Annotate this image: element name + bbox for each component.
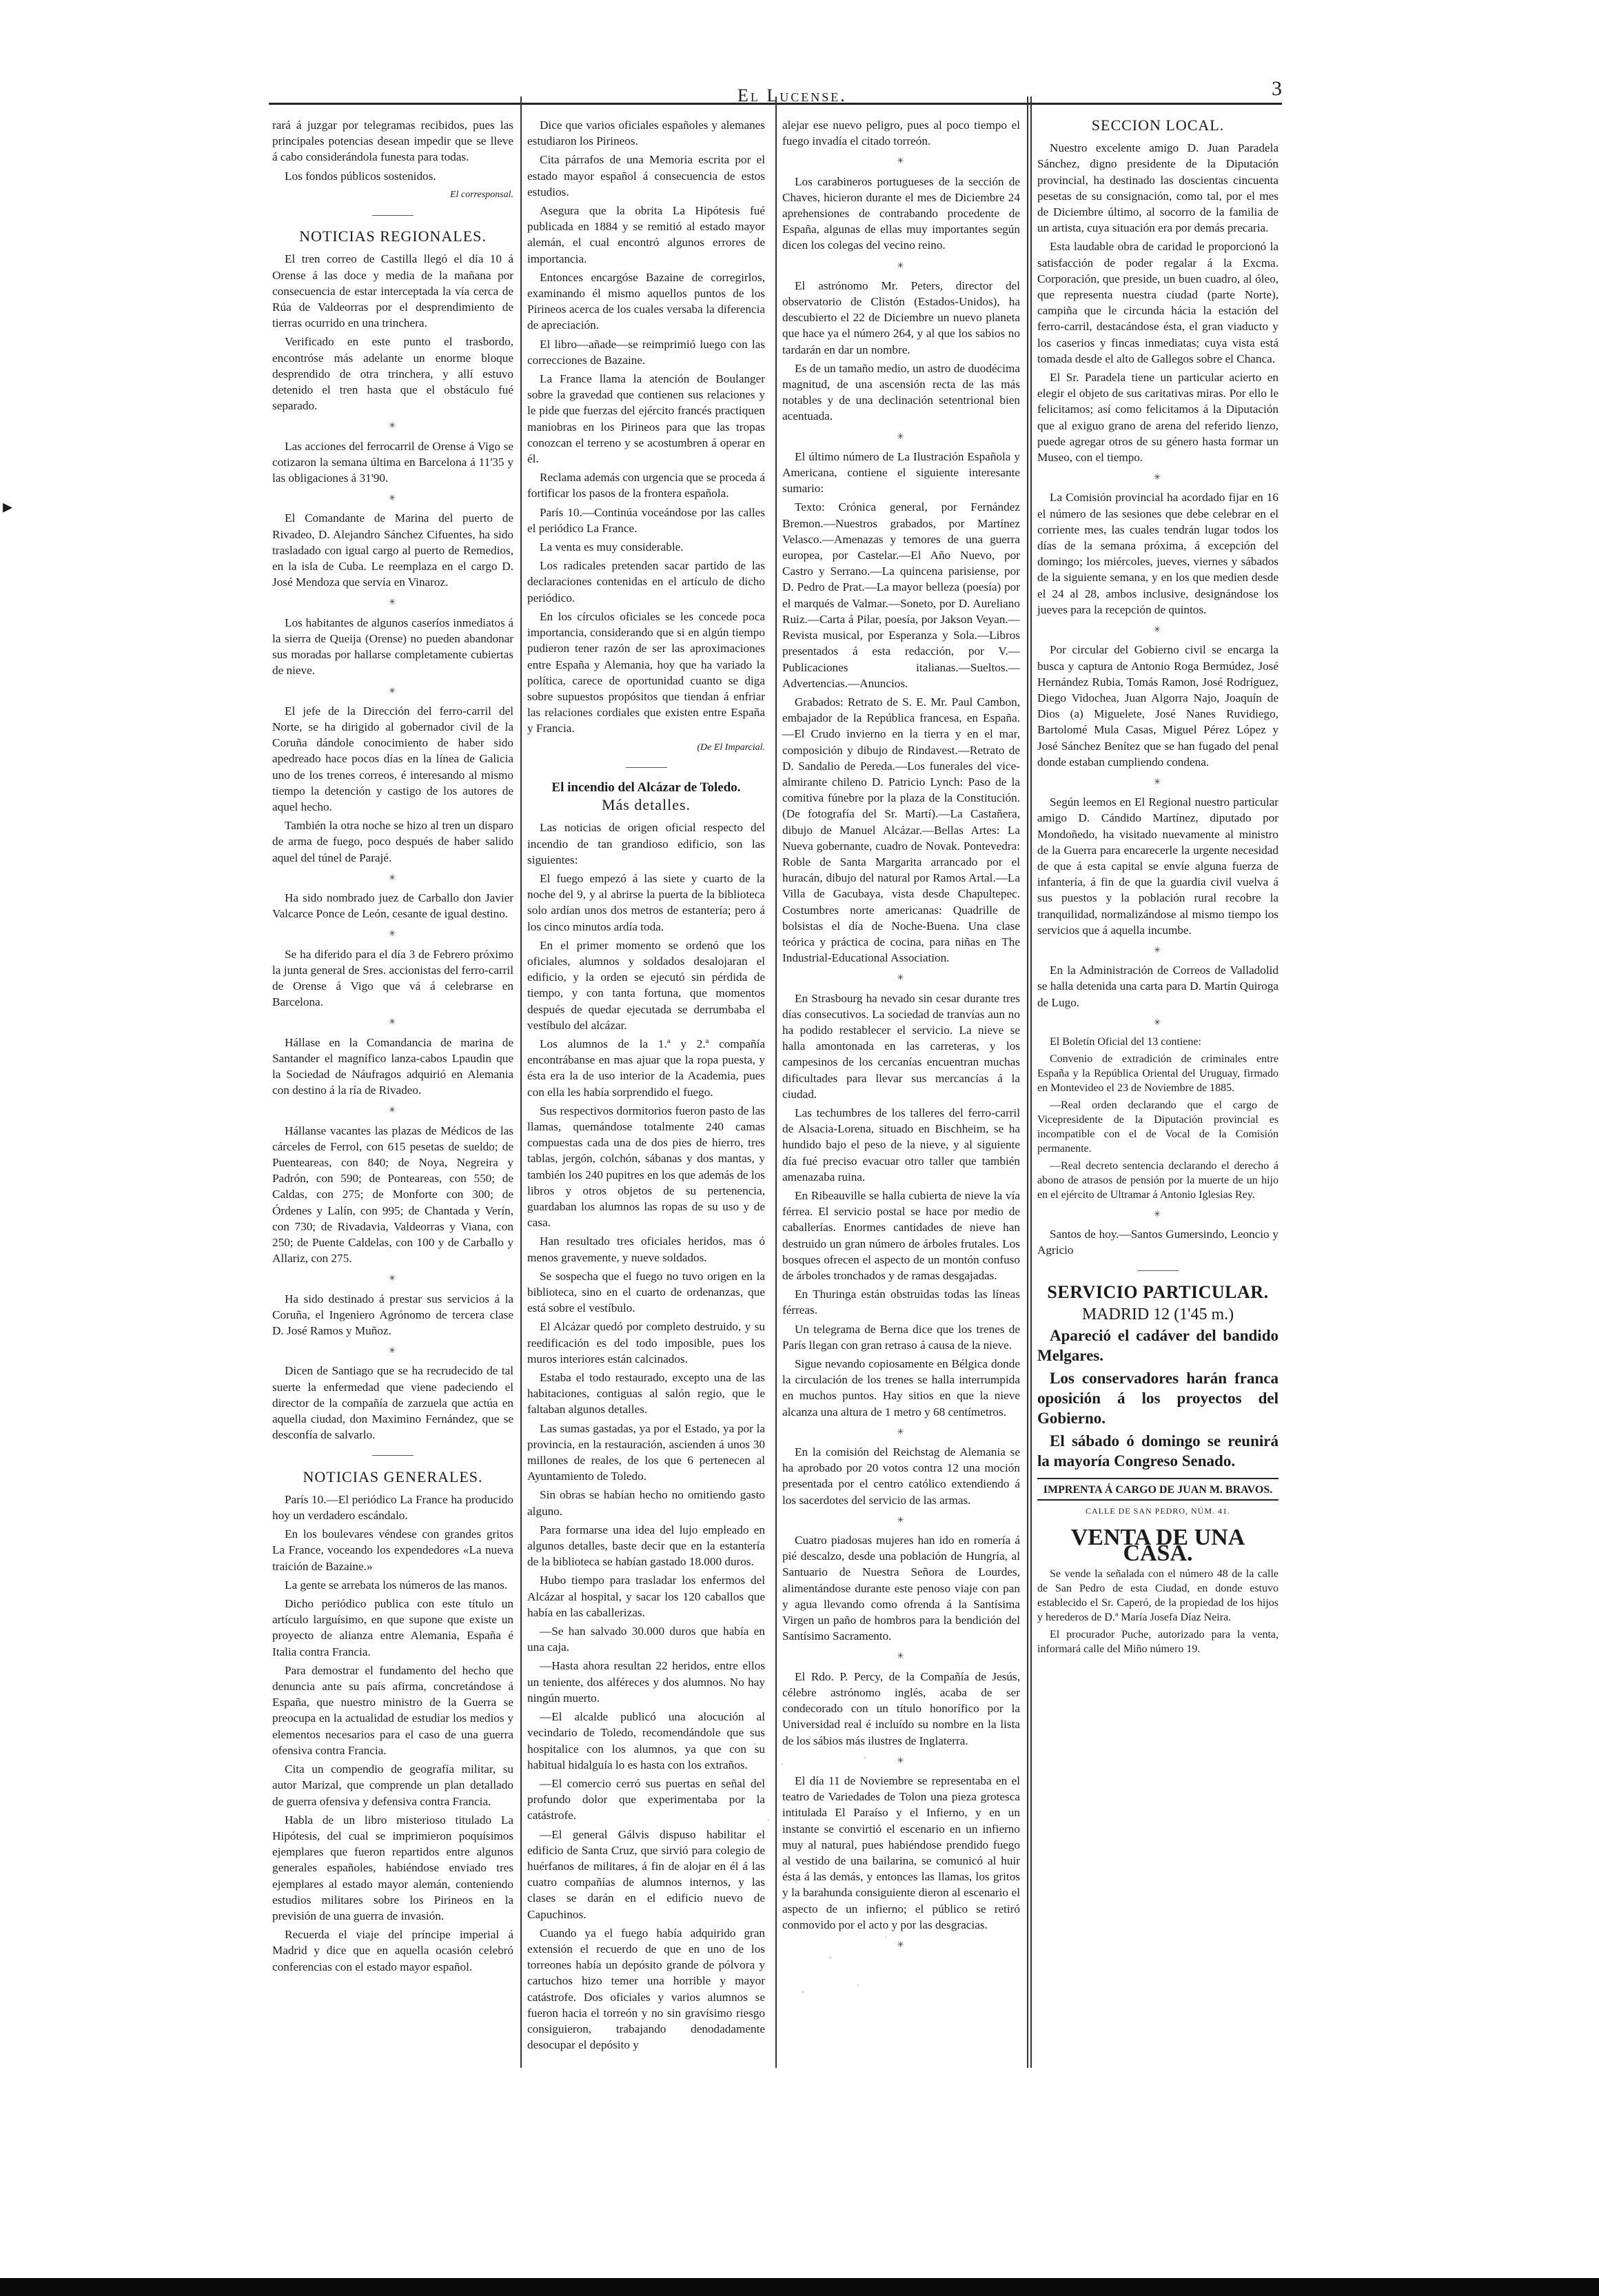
separator: ✳ [1153, 776, 1163, 786]
column-rule-3b [1030, 96, 1032, 2068]
separator: ✳ [897, 1939, 906, 1949]
telegram-item: El sábado ó domingo se reunirá la mayoría Congreso Senado. [1037, 1432, 1279, 1470]
news-item: El astrónomo Mr. Peters, director del observatorio de Clistón (Estados-Unidos), ha descubierto el 22 de Diciembre un nuevo planeta que hace ya el número 264, y al que los sabios no tardarán en dar un nombre. [782, 278, 1020, 356]
news-item: El Boletín Oficial del 13 contiene: [1050, 1035, 1201, 1048]
news-item: El tren correo de Castilla llegó el día 10 á Orense á las doce y media de la mañana por consecuencia de estar interceptada la vía cerca de Rúa de Valdeorras por el desprendimiento de tierras ocurrido en una trinchera. [272, 252, 513, 330]
news-item: Cita un compendio de geografía militar, su autor Marizal, que comprende un plan detallado de guerra ofensiva y defensiva contra Francia. [272, 1762, 513, 1808]
news-item: Cita párrafos de una Memoria escrita por el estado mayor español á consecuencia de estos estudios. [527, 153, 765, 199]
news-item: Las techumbres de los talleres del ferro-carril de Alsacia-Lorena, situado en Bischheim, se ha hundido bajo el peso de la nieve, y al siguiente día fué preciso evacuar otro taller que también amenazaba ruina. [782, 1106, 1020, 1183]
news-item: Sus respectivos dormitorios fueron pasto de las llamas, quemándose totalmente 240 camas compuestas cada una de dos pies de hierro, tres tablas, jergón, colchón, sábanas y dos mantas, y también los 240 pupitres en los que además de los libros y otros objetos de su pertenencia, guardaban los alumnos las ropas de su uso y de casa. [527, 1104, 765, 1230]
separator: ✳ [388, 597, 398, 607]
scan-bottom-band [0, 2278, 1599, 2296]
news-item: Entonces encargóse Bazaine de corregirlos, examinando él mismo aquellos puntos de los Pirineos acerca de los cuales versaba la diferencia de apreciación. [527, 270, 765, 332]
separator [272, 1447, 513, 1463]
news-item: El Comandante de Marina del puerto de Rivadeo, D. Alejandro Sánchez Cifuentes, ha sido trasladado con igual cargo al puerto de Remedios, en la isla de Cuba. Le reemplaza en el cargo D. José Mendoza que servía en Vinaroz. [272, 511, 513, 589]
news-item: Habla de un libro misterioso titulado La Hipótesis, del cual se imprimieron poquísimos ejemplares que fueron repartidos entre algunos generales españoles, habiéndose enviado tres ejemplares al estado mayor alemán, conteniendo estudios militares sobre los Pirineos en la previsión de una guerra de invasión. [272, 1813, 513, 1922]
news-item: Se ha diferido para el día 3 de Febrero próximo la junta general de Sres. accionistas del ferro-carril de Orense á Vigo que vá á celebrarse en Barcelona. [272, 947, 513, 1009]
news-item: Esta laudable obra de caridad le proporcionó la satisfacción de poder regalar á la Excma. Corporación, que preside, un buen cuadro, al óleo, que representa nuestra ciudad (parte Norte), campiña que le circunda hácia la estación del ferro-carril, destacándose ésta, el gran viaducto y los caserios y fincas inmediatas; cuya vista está tomada desde el alto de Gallegos sobre el Chanca. [1037, 240, 1279, 365]
news-item: —Real orden declarando que el cargo de Vicepresidente de la Diputación provincial es incompatible con el de Vocal de la Comisión permanente. [1037, 1099, 1279, 1155]
news-item: Convenio de extradición de criminales entre España y la República Oriental del Uruguay, firmado en Montevideo el 23 de Noviembre de 1885. [1037, 1053, 1279, 1094]
advertisement-text: El procurador Puche, autorizado para la venta, informará calle del Miño número 19. [1037, 1629, 1279, 1655]
show-through-speckle [727, 1723, 934, 2013]
news-item: El Sr. Paradela tiene un particular acierto en elegir el objeto de sus caritativas miras. Por ello le felicitamos; así como felicitamos á la Diputación que al exiguo grano de arena del referido lienzo, puede agregar otros de su género hasta formar un Museo, con el tiempo. [1037, 371, 1279, 465]
news-item: Verificado en este punto el trasbordo, encontróse más adelante un enorme bloque desprendido de otra trinchera, y allí estuvo detenido el tren hasta que el obstáculo fué separado. [272, 335, 513, 413]
news-item: En la comisión del Reichstag de Alemania se ha aprobado por 20 votos contra 12 una moción presentada por el centro católico extendiendo á los sacerdotes del servicio de las armas. [782, 1445, 1020, 1507]
news-item: París 10.—El periódico La France ha producido hoy un verdadero escándalo. [272, 1492, 513, 1523]
news-item: Las noticias de origen oficial respecto del incendio de tan grandioso edificio, son las siguientes: [527, 821, 765, 866]
article-headline: El incendio del Alcázar de Toledo. [551, 780, 741, 795]
column-rule-3a [1027, 96, 1028, 2068]
column-1 [272, 117, 513, 1978]
news-item: La France llama la atención de Boulanger sobre la gravedad que contienen sus relaciones y le pide que fuerzas del ejército francés practiquen maniobras en los Pirineos para que las tropas conozcan el terreno y se acostumbren á operar en él. [527, 372, 765, 466]
separator: ✳ [1153, 1017, 1163, 1027]
news-item: —Se han salvado 30.000 duros que había en una caja. [527, 1625, 765, 1654]
separator: ✳ [897, 260, 906, 270]
news-item: —Real decreto sentencia declarando el derecho á abono de atrasos de pensión por la muerte de un hijo en el ejército de Ultramar á Antonio Iglesias Rey. [1037, 1159, 1279, 1201]
separator: ✳ [897, 973, 906, 983]
separator: ✳ [1153, 472, 1163, 482]
news-item: Dice que varios oficiales españoles y alemanes estudiaron los Pirineos. [527, 119, 765, 148]
section-heading-local: SECCION LOCAL. [1091, 116, 1225, 134]
correspondent-signature: El corresponsal. [449, 189, 513, 200]
news-item: Han resultado tres oficiales heridos, mas ó menos gravemente, y nueve soldados. [527, 1235, 765, 1264]
news-item: Es de un tamaño medio, un astro de duodécima magnitud, de una ascensión recta de las más notables y de una declinación setentrional bien acentuada. [782, 361, 1020, 423]
saints-of-day: Santos de hoy.—Santos Gumersindo, Leoncio y Agricio [1037, 1228, 1279, 1257]
section-heading-regionales: NOTICIAS REGIONALES. [299, 227, 487, 245]
separator: ✳ [388, 1017, 398, 1027]
masthead-title: El Lucense. [737, 85, 847, 105]
news-item: Según leemos en El Regional nuestro particular amigo D. Cándido Martínez, diputado por Mondoñedo, ha visitado nuevamente al ministro de la Guerra para encarecerle la urgente necesidad de que á esta capital se envíe alguna fuerza de infantería, á fin de que la guardia civil vuelva á sus puestos y la población rural recobre la tranquilidad, normalizándose al mismo tiempo los servicios que á aquella incumbe. [1037, 795, 1279, 937]
binding-mark: ▸ [3, 496, 13, 518]
column-4 [1037, 117, 1279, 1659]
separator: ✳ [388, 1273, 398, 1283]
news-item: Cuatro piadosas mujeres han ido en romería á pié descalzo, desde una población de Hungría, al Santuario de Nuestra Señora de Lourdes, alimentándose durante este penoso viaje con pan y agua llevando como ofrenda á la Santísima Virgen un paño de hombros para la bendición del Santísimo Sacramento. [782, 1534, 1020, 1643]
news-item: El Rdo. P. Percy, de la Compañía de Jesús, célebre astrónomo inglés, acaba de ser condecorado con un título honorífico por la Universidad real é incluído su nombre en la lista de los sábios más ilustres de Inglaterra. [782, 1669, 1020, 1747]
news-item: En el primer momento se ordenó que los oficiales, alumnos y soldados desalojaran el edificio, y la orden se ejecutó sin pérdida de tiempo, y con tanta fortuna, que momentos después de quedar ejecutada se derrumbaba el vestíbulo del alcázar. [527, 938, 765, 1032]
news-item: Los habitantes de algunos caseríos inmediatos á la sierra de Queija (Orense) no pueden abandonar sus moradas por hallarse completamente cubiertas de nieve. [272, 616, 513, 678]
news-item: Se sospecha que el fuego no tuvo origen en la biblioteca, sino en el cuarto de ordenanzas, que está sobre el vestíbulo. [527, 1269, 765, 1315]
news-item: En los círculos oficiales se les concede poca importancia, considerando que si en algún tiempo pudieron tener razón de ser las aproximaciones entre España y Alemania, hoy que ha variado la política, carece de oportunidad cuanto se diga sobre supuestos propósitos que tiendan á enfriar las relaciones cordiales que existen entre España y Francia. [527, 609, 765, 735]
news-item: El Alcázar quedó por completo destruido, y su reedificación es del todo imposible, pues los muros interiores están calcinados. [527, 1320, 765, 1365]
news-item: La gente se arrebata los números de las manos. [285, 1578, 508, 1592]
printer-imprint: IMPRENTA Á CARGO DE JUAN M. BRAVOS. [1037, 1478, 1279, 1501]
advertisement-text: Se vende la señalada con el número 48 de la calle de San Pedro de esta Ciudad, en donde estuvo establecido el Sr. Caperó, de la propiedad de los hijos y herederos de D.ª María Josefa Díaz Neira. [1037, 1568, 1279, 1623]
news-item: Hállase en la Comandancia de marina de Santander el magnífico lanza-cabos Lpaudin que la Sociedad de Náufragos adquirió en Alemania con destino á la ría de Rivadeo. [272, 1035, 513, 1097]
news-item: El fuego empezó á las siete y cuarto de la noche del 9, y al abrirse la puerta de la biblioteca solo ardían unos dos metros de estantería; pero á los cinco minutos ardía toda. [527, 871, 765, 933]
separator: ✳ [388, 1345, 398, 1356]
news-item: La venta es muy considerable. [540, 540, 684, 554]
news-item: —El general Gálvis dispuso habilitar el edificio de Santa Cruz, que sirvió para colegio de huérfanos de militares, á fin de alojar en él á las cuatro compañías de alumnos internos, y las clases se darán en el edificio nuevo de Capuchinos. [527, 1827, 765, 1921]
telegram-item: Los conservadores harán franca oposición á los proyectos del Gobierno. [1037, 1370, 1279, 1428]
separator: ✳ [388, 685, 398, 695]
news-item: Sigue nevando copiosamente en Bélgica donde la circulación de los trenes se halla interrumpida en muchos puntos. Hay sitios en que la nieve alcanza una altura de 1 metro y 68 centímetros. [782, 1357, 1020, 1419]
news-item: Asegura que la obrita La Hipótesis fué publicada en 1884 y se remitió al estado mayor alemán, el cual encontró algunos errores de importancia. [527, 204, 765, 265]
column-rule-1 [520, 96, 522, 2068]
news-item: Cuando ya el fuego había adquirido gran extensión el recuerdo de que en uno de los torreones había un depósito grande de pólvora y cartuchos hizo temer una horrible y mayor catástrofe. Dos oficiales y varios alumnos se fueron hacia el torreón y no sin gravísimo riesgo consiguieron, trabajando denodadamente desocupar el depósito y [527, 1926, 765, 2052]
news-item: Recuerda el viaje del príncipe imperial á Madrid y dice que en aquella ocasión celebró conferencias con el estado mayor español. [272, 1928, 513, 1973]
news-item: La Comisión provincial ha acordado fijar en 16 el número de las sesiones que debe celebrar en el corriente mes, las cuales tendrán lugar todos los días de la semana próxima, á excepción del domingo; los miércoles, jueves, viernes y sábados de la siguiente semana, y en los que medien desde el 24 al 28, ambos inclusive, designándose los jueves para la recepción de quintos. [1037, 491, 1279, 616]
page-number: 3 [1272, 77, 1282, 100]
news-item: Nuestro excelente amigo D. Juan Paradela Sánchez, digno presidente de la Diputación provincial, ha destinado las doscientas cincuenta pesetas de su consignación, como tal, por el mes de Diciembre último, al socorro de la familia de un artista, cuya situación era por demás precaria. [1037, 141, 1279, 235]
source-attribution: (De El Imparcial. [697, 742, 765, 753]
column-3 [782, 117, 1020, 1957]
news-item: Hállanse vacantes las plazas de Médicos de las cárceles de Ferrol, con 615 pesetas de sueldo; de Puenteareas, con 840; de Noya, Negreira y Padrón, con 590; de Ponteareas, con 550; de Caldas, con 275; de Monforte con 300; de Órdenes y Lalín, con 995; de Chantada y Verín, con 730; de Rivadavia, Valdeorras y Viana, con 250; de Puente Caldelas, con 100 y de Carballo y Allariz, con 275. [272, 1124, 513, 1266]
news-item: Texto: Crónica general, por Fernández Bremon.—Nuestros grabados, por Martínez Velasco.—Amenazas y temores de una guerra europea, por Castelar.—El Año Nuevo, por Castro y Serrano.—La quincena parisiense, por D. Pedro de Prat.—La mayor belleza (poesía) por el marqués de Valmar.—Soneto, por D. Aureliano Ruiz.—Carta á Pilar, poesía, por Jakson Veyan.—Revista musical, por Esperanza y Sola.—Libros presentados á esta redacción, por V.—Publicaciones italianas.—Sueltos.—Advertencias.—Anuncios. [782, 500, 1020, 690]
separator: ✳ [388, 420, 398, 431]
news-item: Para demostrar el fundamento del hecho que denuncia ante su país afirma, concretándose á España, que nuestro ministro de la Guerra se preocupa en la actualidad de estudiar los medios y elementos necesarios para el caso de una guerra ofensiva contra Francia. [272, 1663, 513, 1757]
news-item: —El alcalde publicó una alocución al vecindario de Toledo, recomendándole que sus hospitalice con los alumnos, ya que con su habitual hidalguía lo es hasta con los extraños. [527, 1710, 765, 1771]
separator: ✳ [897, 1514, 906, 1525]
news-item: Grabados: Retrato de S. E. Mr. Paul Cambon, embajador de la República francesa, en España.—El Crudo invierno en la tierra y en el mar, composición y dibujo de Rindavest.—Retrato de D. Sandalio de Pereda.—Los funerales del vice-almirante chileno D. Patricio Lynch: Paso de la comitiva fúnebre por la plaza de la Constitución. (De fotografía del Sr. Martí).—La Castañera, dibujo de Manuel Alcázar.—Bellas Artes: La Nueva gobernante, cuadro de Novak. Pontevedra: Roble de Santa Margarita arrancado por el huracán, dibujo del natural por Ramos Artal.—La Villa de Gacubaya, vista desde Chapultepec. Costumbres norte americanas: Quadrille de bolsistas el día de Noche-Buena. Una clase teórica y práctica de cocina, para niñas en The Industrial-Educational Association. [782, 695, 1020, 965]
news-item: Las acciones del ferrocarril de Orense á Vigo se cotizaron la semana última en Barcelona á 11'35 y las obligaciones á 31'90. [272, 439, 513, 485]
news-item: El libro—añade—se reimprimió luego con las correcciones de Bazaine. [527, 337, 765, 367]
news-item: Estaba el todo restaurado, excepto una de las habitaciones, contiguas al salón regio, que le faltaban algunos detalles. [527, 1371, 765, 1416]
section-heading-particular: SERVICIO PARTICULAR. [1047, 1281, 1269, 1302]
section-heading-generales: NOTICIAS GENERALES. [303, 1467, 483, 1485]
news-item: También la otra noche se hizo al tren un disparo de arma de fuego, poco después de haber salido aquel del túnel de Parajé. [272, 819, 513, 864]
telegram-dateline: MADRID 12 (1'45 m.) [1081, 1305, 1234, 1323]
separator: ✳ [897, 1755, 906, 1765]
news-item: Los radicales pretenden sacar partido de las declaraciones contenidas en el artículo de dicho periódico. [527, 559, 765, 605]
news-item: Dicen de Santiago que se ha recrudecido de tal suerte la enfermedad que viene padeciendo el director de la compañía de zarzuela que actúa en aquella ciudad, don Maximino Fernández, que se desconfía de salvarlo. [272, 1364, 513, 1442]
news-item: París 10.—Continúa voceándose por las calles el periódico La France. [527, 505, 765, 535]
news-item: Un telegrama de Berna dice que los trenes de París llegan con gran retraso á causa de la nieve. [782, 1322, 1020, 1352]
news-item: Sin obras se habían hecho no omitiendo gasto alguno. [527, 1488, 765, 1518]
separator: ✳ [897, 156, 906, 166]
separator: ✳ [897, 1426, 906, 1436]
news-item: En Thuringa están obstruidas todas las líneas férreas. [782, 1288, 1020, 1317]
news-item: El jefe de la Dirección del ferro-carril del Norte, se ha dirigido al gobernador civil de la Coruña dándole conocimiento de haber sido apedreado hace pocos días en la línea de Galicia uno de los trenes correos, é interesando al mismo tiempo la detención y castigo de los autores de aquel hecho. [272, 704, 513, 813]
news-item: —Hasta ahora resultan 22 heridos, entre ellos un teniente, dos alféreces y dos alumnos. No hay ningún muerto. [527, 1659, 765, 1705]
article-paragraph: Los fondos públicos sostenidos. [285, 169, 436, 183]
news-item: Dicho periódico publica con este título un artículo larguísimo, en que supone que existe un proyecto de alianza entre Alemania, España é Italia contra Francia. [272, 1597, 513, 1658]
news-item: Los alumnos de la 1.ª y 2.ª compañía encontrábanse en mas ajuar que la ropa puesta, y ésta era la de uso interior de la Academia, pues con ella les había sorprendido el fuego. [527, 1037, 765, 1099]
separator: ✳ [1153, 944, 1163, 955]
news-item: Para formarse una idea del lujo empleado en algunos detalles, baste decir que en la estantería de la biblioteca se habían gastado 18.000 duros. [527, 1523, 765, 1569]
news-item: Los carabineros portugueses de la sección de Chaves, hicieron durante el mes de Diciembre 24 aprehensiones de contrabando procedente de España, algunas de ellas muy importantes según dicen los colegas del vecino reino. [782, 174, 1020, 252]
news-item: En los boulevares véndese con grandes gritos La France, voceando los expendedores «La nueva traición de Bazaine.» [272, 1527, 513, 1573]
article-paragraph: rará á juzgar por telegramas recibidos, pues las principales potencias desean impedir que se lleve á cabo considerándola funesta para todas. [272, 119, 513, 164]
news-item: En la Administración de Correos de Valladolid se halla detenida una carta para D. Martín Quiroga de Lugo. [1037, 964, 1279, 1009]
news-item: El último número de La Ilustración Española y Americana, contiene el siguiente interesante sumario: [782, 449, 1020, 496]
news-item: En Ribeauville se halla cubierta de nieve la vía férrea. El servicio postal se hace por medio de caballerías. Enormes cantidades de nieve han destruido un gran número de árboles frutales. Los bosques ofrecen el aspecto de un montón confuso de árboles tronchados y de ramas desgajadas. [782, 1189, 1020, 1283]
news-item: En Strasbourg ha nevado sin cesar durante tres días consecutivos. La sociedad de tranvías aun no ha podido restablecer el servicio. La nieve se halla amontonada en las carreteras, y los campesinos de los cercanías encuentran muchas dificultades para llevar sus mercancías á la ciudad. [782, 991, 1020, 1101]
advertisement-headline: VENTA DE UNA CASA. [1070, 1524, 1245, 1566]
news-item: Reclama además con urgencia que se proceda á fortificar los pasos de la frontera española. [527, 471, 765, 500]
separator: ✳ [388, 493, 398, 503]
separator: ✳ [1153, 1208, 1163, 1219]
telegram-item: Apareció el cadáver del bandido Melgares. [1037, 1327, 1279, 1365]
article-subheadline: Más detalles. [601, 796, 691, 814]
printer-address: CALLE DE SAN PEDRO, NÚM. 41. [1085, 1506, 1230, 1516]
news-item: Las sumas gastadas, ya por el Estado, ya por la provincia, en la restauración, ascienden á unos 30 millones de reales, de los que 6 pertenecen al Ayuntamiento de Toledo. [527, 1421, 765, 1483]
separator: ✳ [1153, 624, 1163, 635]
separator: ✳ [897, 431, 906, 441]
news-item: Ha sido nombrado juez de Carballo don Javier Valcarce Ponce de León, cesante de igual destino. [272, 891, 513, 921]
separator [1037, 1263, 1279, 1279]
separator [272, 207, 513, 223]
news-item: Por circular del Gobierno civil se encarga la busca y captura de Antonio Roga Bermúdez, José Hernández Rubia, Tomás Ramon, José Rodríguez, Diego Vidochea, Juan Algorra Najo, Joaquín de Dios (a) Miguelete, José Nanes Ruvidiego, Bartolomé Mula Casas, Miguel Pérez López y José Sánchez Benítez que se han fugado del penal donde estaban cumpliendo condena. [1037, 643, 1279, 769]
news-item: El día 11 de Noviembre se representaba en el teatro de Variedades de Tolon una pieza grotesca intitulada El Paraíso y el Infierno, y en un instante se convirtió el escenario en un infierno muy al natural, pues habiéndose prendido fuego al vestido de una bailarina, se comunicó al huir ésta á las demás, y entonces las llamas, los gritos y la barahunda consiguiente dieron al escenario el aspecto de un infierno; el público se retiró conmovido por el acto y por las desgracias. [782, 1774, 1020, 1931]
separator: ✳ [388, 928, 398, 939]
separator: ✳ [897, 1651, 906, 1661]
news-item: Ha sido destinado á prestar sus servicios á la Coruña, el Ingeniero Agrónomo de tercera clase D. José Ramos y Muñoz. [272, 1292, 513, 1338]
separator: ✳ [388, 872, 398, 882]
separator: ✳ [388, 1105, 398, 1115]
separator [527, 760, 765, 775]
news-item: alejar ese nuevo peligro, pues al poco tiempo el fuego invadía el citado torreón. [782, 119, 1020, 148]
news-item: —El comercio cerró sus puertas en señal del profundo dolor que experimentaba por la catástrofe. [527, 1776, 765, 1822]
news-item: Hubo tiempo para trasladar los enfermos del Alcázar al hospital, y sacar los 120 caballos que había en las caballerizas. [527, 1574, 765, 1619]
